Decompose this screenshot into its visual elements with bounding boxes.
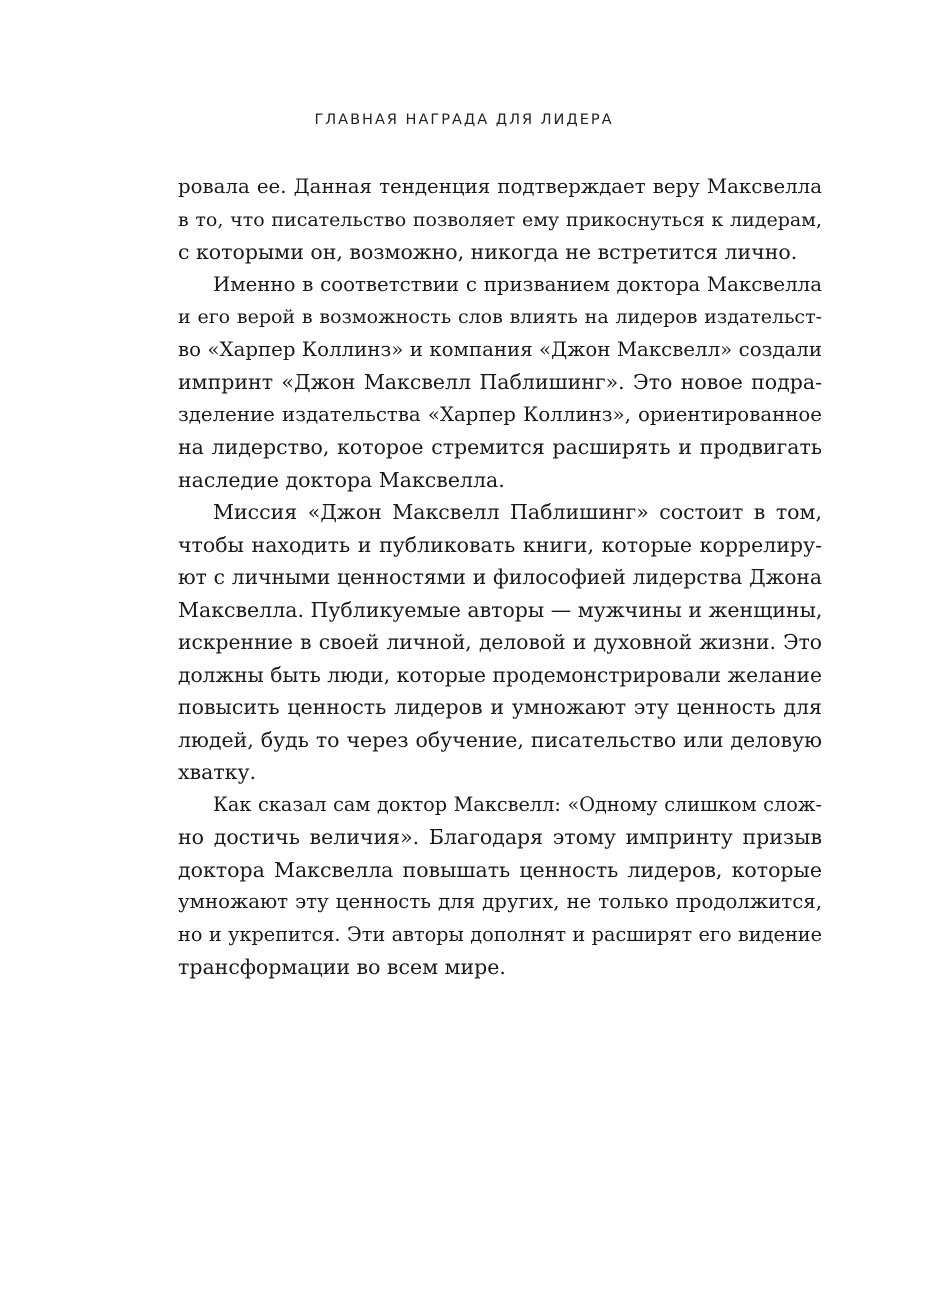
paragraph (178, 496, 822, 789)
text-line: повысить ценность лидеров и умножают эту ценность для (178, 695, 822, 719)
text-line: искренние в своей личной, деловой и духовной жизни. Это (178, 630, 822, 654)
text-line: Максвелла. Публикуемые авторы — мужчины и женщины, (178, 597, 823, 622)
text-line: чтобы находить и публиковать книги, которые коррелиру- (178, 532, 822, 557)
text-line: и его верой в возможность слов влиять на лидеров издательст- (178, 306, 822, 328)
text-line: Как сказал сам доктор Максвелл: «Одному слишком слож- (213, 792, 822, 816)
text-line: но и укрепится. Эти авторы дополнят и расширят его видение (178, 922, 822, 946)
text-line: импринт «Джон Максвелл Паблишинг». Это новое подра- (178, 370, 822, 394)
text-line: должны быть люди, которые продемонстрировали желание (178, 662, 822, 687)
text-line: во «Харпер Коллинз» и компания «Джон Максвелл» создали (178, 337, 822, 361)
paragraph (178, 789, 822, 984)
text-line: ровала ее. Данная тенденция подтверждает веру Максвелла (178, 175, 822, 198)
text-line: умножают эту ценность для других, не только продолжится, (178, 890, 822, 913)
text-line: хватку. (178, 760, 257, 784)
text-line: зделение издательства «Харпер Коллинз», ориентированное (178, 402, 822, 426)
text-line: наследие доктора Максвелла. (178, 467, 505, 492)
text-line: ют с личными ценностями и философией лидерства Джона (178, 565, 822, 589)
text-line: Именно в соответствии с призванием доктора Максвелла (213, 272, 822, 296)
running-head: ГЛАВНАЯ НАГРАДА ДЛЯ ЛИДЕРА (314, 112, 614, 128)
body-text (178, 171, 822, 984)
text-line: трансформации во всем мире. (178, 955, 506, 979)
text-line: доктора Максвелла повышать ценность лидеров, которые (178, 857, 822, 882)
text-line: Миссия «Джон Максвелл Паблишинг» состоит в том, (213, 500, 822, 524)
text-line: но достичь величия». Благодаря этому импринту призыв (178, 825, 822, 849)
paragraph (178, 269, 822, 497)
text-line: в то, что писательство позволяет ему прикоснуться к лидерам, (178, 208, 822, 231)
text-line: людей, будь то через обучение, писательство или деловую (178, 727, 822, 752)
text-line: с которыми он, возможно, никогда не встретится лично. (178, 240, 798, 264)
text-line: на лидерство, которое стремится расширять и продвигать (178, 435, 822, 459)
paragraph (178, 171, 822, 269)
